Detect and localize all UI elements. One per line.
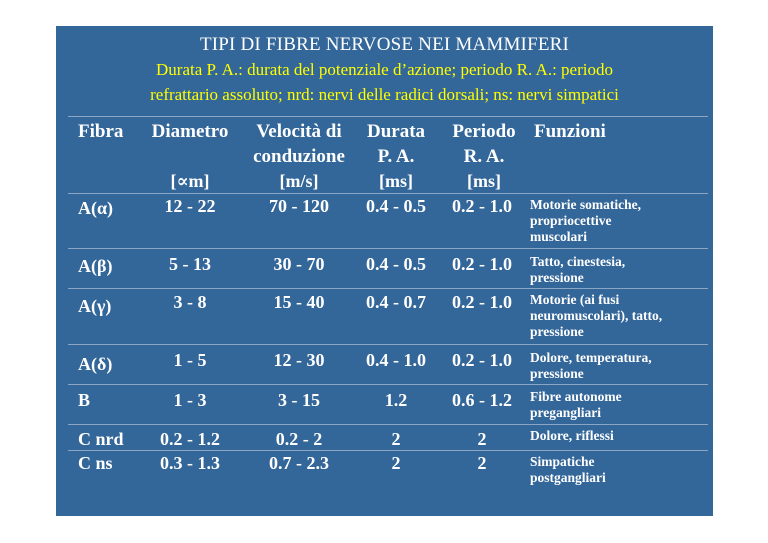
- header-diametro: Diametro: [151, 121, 229, 142]
- row-6-funzioni-line-1: Dolore, riflessi: [530, 428, 614, 443]
- row-3-velocita: 15 - 40: [273, 292, 325, 312]
- subtitle-line-2: refrattario assoluto; nrd: nervi delle radici dorsali; ns: nervi simpatici: [150, 85, 619, 104]
- row-3-durata: 0.4 - 0.7: [366, 292, 426, 312]
- row-5-fibra: B: [78, 390, 91, 410]
- row-1-funzioni-line-1: Motorie somatiche,: [530, 197, 641, 212]
- row-4-velocita: 12 - 30: [273, 350, 325, 370]
- row-2-diametro: 5 - 13: [169, 254, 211, 274]
- header-velocita-line1: Velocità di: [256, 121, 342, 142]
- row-2-funzioni: [530, 254, 710, 286]
- header-durata-unit: [ms]: [379, 171, 413, 191]
- row-7-periodo: 2: [477, 453, 487, 473]
- header-diametro-unit: [∝m]: [170, 171, 210, 191]
- row-1-velocita: 70 - 120: [269, 196, 329, 216]
- subtitle-line-1: Durata P. A.: durata del potenziale d’azione; periodo R. A.: periodo: [156, 60, 613, 79]
- slide-background: [56, 26, 713, 516]
- row-3-fibra: A(γ): [78, 296, 112, 316]
- row-7-funzioni: [530, 454, 710, 486]
- row-4-funzioni: [530, 350, 710, 382]
- header-velocita-line2: conduzione: [253, 146, 345, 167]
- row-5-durata: 1.2: [384, 390, 408, 410]
- row-6-fibra: C nrd: [78, 429, 124, 449]
- row-7-funzioni-line-1: Simpatiche: [530, 454, 595, 469]
- row-1-funzioni-line-2: propriocettive: [530, 213, 612, 228]
- row-2-fibra: A(β): [78, 256, 113, 276]
- page-title: TIPI DI FIBRE NERVOSE NEI MAMMIFERI: [199, 34, 570, 55]
- header-periodo-unit: [ms]: [467, 171, 501, 191]
- row-divider: [68, 384, 708, 385]
- row-4-funzioni-line-2: pressione: [530, 366, 584, 381]
- row-6-funzioni: [530, 428, 710, 444]
- row-4-fibra: A(δ): [78, 354, 113, 374]
- row-2-periodo: 0.2 - 1.0: [452, 254, 512, 274]
- row-1-fibra: A(α): [78, 198, 114, 218]
- row-2-durata: 0.4 - 0.5: [366, 254, 426, 274]
- row-4-periodo: 0.2 - 1.0: [452, 350, 512, 370]
- row-divider: [68, 248, 708, 249]
- row-3-funzioni-line-3: pressione: [530, 324, 584, 339]
- header-velocita-unit: [m/s]: [279, 171, 319, 191]
- row-5-funzioni-line-1: Fibre autonome: [530, 389, 622, 404]
- row-3-diametro: 3 - 8: [173, 292, 207, 312]
- row-divider: [68, 344, 708, 345]
- row-3-funzioni-line-1: Motorie (ai fusi: [530, 292, 620, 307]
- header-fibra: Fibra: [78, 121, 124, 142]
- row-7-funzioni-line-2: postgangliari: [530, 470, 606, 485]
- row-2-funzioni-line-1: Tatto, cinestesia,: [530, 254, 626, 269]
- row-5-velocita: 3 - 15: [278, 390, 320, 410]
- row-3-periodo: 0.2 - 1.0: [452, 292, 512, 312]
- row-7-durata: 2: [391, 453, 401, 473]
- row-6-velocita: 0.2 - 2: [275, 429, 323, 449]
- row-1-diametro: 12 - 22: [164, 196, 216, 216]
- row-divider: [68, 450, 708, 451]
- row-1-funzioni: [530, 197, 710, 245]
- row-6-periodo: 2: [477, 429, 487, 449]
- header-top-divider: [68, 116, 708, 117]
- row-6-diametro: 0.2 - 1.2: [160, 429, 220, 449]
- header-funzioni: Funzioni: [534, 121, 606, 142]
- row-5-funzioni: [530, 389, 710, 421]
- row-7-diametro: 0.3 - 1.3: [160, 453, 220, 473]
- row-4-funzioni-line-1: Dolore, temperatura,: [530, 350, 652, 365]
- row-4-diametro: 1 - 5: [173, 350, 207, 370]
- row-divider: [68, 424, 708, 425]
- row-1-durata: 0.4 - 0.5: [366, 196, 426, 216]
- row-7-velocita: 0.7 - 2.3: [269, 453, 329, 473]
- row-4-durata: 0.4 - 1.0: [366, 350, 426, 370]
- row-3-funzioni-line-2: neuromuscolari), tatto,: [530, 308, 663, 323]
- row-1-funzioni-line-3: muscolari: [530, 229, 587, 244]
- row-2-velocita: 30 - 70: [273, 254, 325, 274]
- row-5-diametro: 1 - 3: [173, 390, 207, 410]
- header-durata-line1: Durata: [366, 121, 426, 142]
- row-divider: [68, 288, 708, 289]
- row-2-funzioni-line-2: pressione: [530, 270, 584, 285]
- row-5-funzioni-line-2: pregangliari: [530, 405, 602, 420]
- row-1-periodo: 0.2 - 1.0: [452, 196, 512, 216]
- header-durata-line2: P. A.: [377, 146, 415, 167]
- header-periodo-line2: R. A.: [463, 146, 505, 167]
- row-6-durata: 2: [391, 429, 401, 449]
- header-bottom-divider: [68, 193, 708, 194]
- header-periodo-line1: Periodo: [452, 121, 516, 142]
- row-7-fibra: C ns: [78, 453, 113, 473]
- row-3-funzioni: [530, 292, 710, 340]
- row-5-periodo: 0.6 - 1.2: [452, 390, 512, 410]
